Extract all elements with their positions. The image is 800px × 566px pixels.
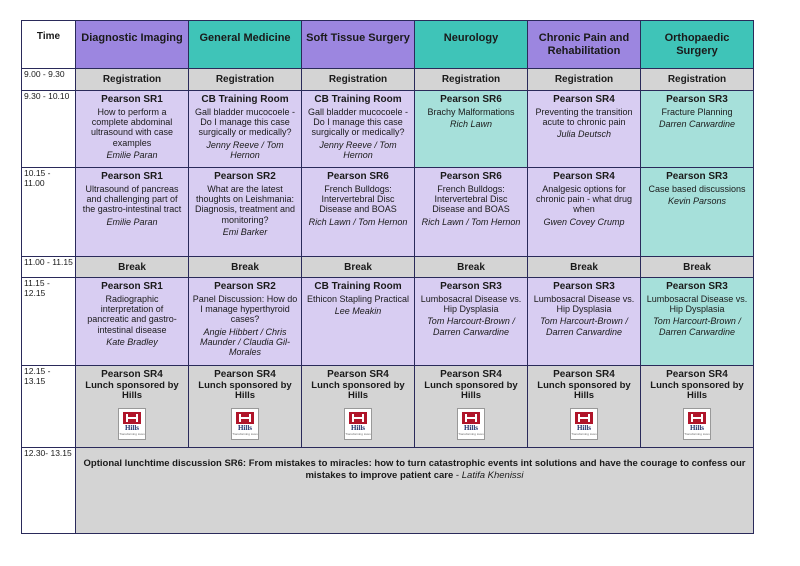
optional-discussion-topic: From mistakes to miracles: how to turn catastrophic events int solutions and have the courage to confess our mistakes to improve patient care: [248, 458, 746, 482]
session-title: Panel Discussion: How do I manage hyperthyroid cases?: [192, 293, 298, 325]
room-label: CB Training Room: [201, 94, 289, 105]
speaker-name: Angie Hibbert / Chris Maunder / Claudia Gil-Morales: [199, 326, 291, 358]
sponsor-label: Lunch sponsored by Hills: [650, 379, 744, 402]
lunch-cell: [302, 366, 415, 448]
room-label: Pearson SR4: [327, 369, 389, 380]
track-header-orthopaedic-surgery: Orthopaedic Surgery: [641, 21, 754, 69]
session-title: What are the latest thoughts on Leishmania: Diagnosis, treatment and monitoring?: [194, 183, 296, 225]
session-title: French Bulldogs: Intervertebral Disc Disease and BOAS: [432, 183, 510, 215]
hills-logo-icon: Hills Transforming Lives: [118, 408, 146, 440]
speaker-name: Emilie Paran: [106, 149, 158, 160]
time-slot: 9.00 - 9.30: [22, 69, 76, 91]
speaker-name: Rich Lawn: [449, 118, 493, 129]
session-title: Preventing the transition acute to chronic pain: [535, 106, 633, 127]
registration-cell: Registration: [302, 69, 415, 91]
session-cell: [76, 278, 189, 366]
speaker-name: Darren Carwardine: [658, 118, 736, 129]
speaker-name: Rich Lawn / Tom Hernon: [308, 216, 408, 227]
room-label: Pearson SR3: [666, 94, 728, 105]
session-title: Ultrasound of pancreas and challenging part of the gastro-intestinal tract: [82, 183, 182, 215]
break-cell: Break: [415, 257, 528, 278]
speaker-name: Lee Meakin: [334, 305, 382, 316]
time-slot: 12.15 - 13.15: [22, 366, 76, 448]
session-title: Lumbosacral Disease vs. Hip Dysplasia: [420, 293, 522, 314]
room-label: Pearson SR3: [553, 281, 615, 292]
session-title: Radiographic interpretation of pancreatic and gastro-intestinal disease: [87, 293, 177, 335]
speaker-name: Kevin Parsons: [667, 195, 727, 206]
track-header-neurology: Neurology: [415, 21, 528, 69]
break-cell: Break: [76, 257, 189, 278]
registration-row: [22, 69, 754, 91]
break-cell: Break: [641, 257, 754, 278]
session-cell: [302, 278, 415, 366]
room-label: Pearson SR6: [440, 171, 502, 182]
track-header-soft-tissue-surgery: Soft Tissue Surgery: [302, 21, 415, 69]
lunch-cell: [528, 366, 641, 448]
room-label: Pearson SR3: [440, 281, 502, 292]
room-label: Pearson SR2: [214, 281, 276, 292]
room-label: Pearson SR4: [553, 369, 615, 380]
speaker-name: Julia Deutsch: [556, 129, 612, 140]
speaker-name: Latifa Khenissi: [461, 470, 524, 482]
session-title: Gall bladder mucocoele - Do I manage this case surgically or medically?: [194, 106, 296, 138]
track-header-diagnostic-imaging: Diagnostic Imaging: [76, 21, 189, 69]
speaker-name: Jenny Reeve / Tom Hernon: [206, 139, 284, 160]
session-row-3: [22, 278, 754, 366]
header-row: [22, 21, 754, 69]
time-slot: 9.30 - 10.10: [22, 91, 76, 168]
sponsor-label: Lunch sponsored by Hills: [198, 379, 292, 402]
registration-cell: Registration: [415, 69, 528, 91]
room-label: Pearson SR3: [666, 171, 728, 182]
registration-cell: Registration: [76, 69, 189, 91]
time-slot: 11.15 - 12.15: [22, 278, 76, 366]
session-title: Analgesic options for chronic pain - what drug when: [535, 183, 633, 215]
room-label: CB Training Room: [314, 94, 402, 105]
session-cell: [76, 91, 189, 168]
room-label: Pearson SR4: [553, 171, 615, 182]
room-label: Pearson SR6: [327, 171, 389, 182]
track-header-general-medicine: General Medicine: [189, 21, 302, 69]
session-title: How to perform a complete abdominal ultrasound with case examples: [90, 106, 174, 148]
lunch-cell: [641, 366, 754, 448]
sponsor-label: Lunch sponsored by Hills: [537, 379, 631, 402]
time-slot: 12.30- 13.15: [22, 448, 76, 534]
session-cell: [189, 168, 302, 257]
time-slot: 10.15 - 11.00: [22, 168, 76, 257]
session-cell: [189, 91, 302, 168]
room-label: Pearson SR3: [666, 281, 728, 292]
speaker-name: Kate Bradley: [106, 336, 158, 347]
session-title: French Bulldogs: Intervertebral Disc Disease and BOAS: [319, 183, 397, 215]
room-label: Pearson SR1: [101, 94, 163, 105]
schedule-table: [21, 20, 754, 534]
room-label: Pearson SR1: [101, 171, 163, 182]
registration-cell: Registration: [641, 69, 754, 91]
speaker-name: Tom Harcourt-Brown / Darren Carwardine: [540, 316, 628, 337]
separator: -: [453, 470, 462, 482]
session-cell: [302, 91, 415, 168]
optional-discussion-cell: [76, 448, 754, 534]
session-cell: [302, 168, 415, 257]
speaker-name: Tom Harcourt-Brown / Darren Carwardine: [427, 316, 515, 337]
session-cell: [528, 168, 641, 257]
sponsor-label: Lunch sponsored by Hills: [311, 379, 405, 402]
session-cell: [641, 91, 754, 168]
speaker-name: Emi Barker: [222, 226, 268, 237]
session-cell: [528, 278, 641, 366]
session-title: Gall bladder mucocoele - Do I manage this case surgically or medically?: [307, 106, 409, 138]
room-label: Pearson SR4: [214, 369, 276, 380]
session-cell: [415, 91, 528, 168]
session-title: Brachy Malformations: [427, 106, 515, 117]
sponsor-label: Lunch sponsored by Hills: [424, 379, 518, 402]
hills-logo-icon: Hills Transforming Lives: [570, 408, 598, 440]
speaker-name: Rich Lawn / Tom Hernon: [421, 216, 521, 227]
lunch-cell: [189, 366, 302, 448]
session-title: Fracture Planning: [661, 106, 733, 117]
session-title: Lumbosacral Disease vs. Hip Dysplasia: [533, 293, 635, 314]
session-title: Lumbosacral Disease vs. Hip Dysplasia: [646, 293, 748, 314]
room-label: Pearson SR4: [101, 369, 163, 380]
lunch-cell: [415, 366, 528, 448]
lunch-row: [22, 366, 754, 448]
room-label: Pearson SR6: [440, 94, 502, 105]
session-cell: [76, 168, 189, 257]
break-cell: Break: [189, 257, 302, 278]
lunch-cell: [76, 366, 189, 448]
room-label: CB Training Room: [314, 281, 402, 292]
session-cell: [641, 168, 754, 257]
hills-logo-icon: Hills Transforming Lives: [344, 408, 372, 440]
speaker-name: Gwen Covey Crump: [543, 216, 625, 227]
sponsor-label: Lunch sponsored by Hills: [85, 379, 179, 402]
break-cell: Break: [302, 257, 415, 278]
break-cell: Break: [528, 257, 641, 278]
speaker-name: Emilie Paran: [106, 216, 158, 227]
time-column-header: Time: [22, 21, 76, 69]
session-row-2: [22, 168, 754, 257]
hills-logo-icon: Hills Transforming Lives: [683, 408, 711, 440]
hills-logo-icon: Hills Transforming Lives: [231, 408, 259, 440]
optional-discussion-row: [22, 448, 754, 534]
room-label: Pearson SR4: [666, 369, 728, 380]
session-title: Case based discussions: [648, 183, 746, 194]
session-cell: [415, 278, 528, 366]
session-row-1: [22, 91, 754, 168]
track-header-chronic-pain: Chronic Pain and Rehabilitation: [528, 21, 641, 69]
session-title: Ethicon Stapling Practical: [306, 293, 410, 304]
registration-cell: Registration: [189, 69, 302, 91]
optional-discussion-label: Optional lunchtime discussion SR6:: [83, 458, 247, 469]
session-cell: [528, 91, 641, 168]
hills-logo-icon: Hills Transforming Lives: [457, 408, 485, 440]
time-slot: 11.00 - 11.15: [22, 257, 76, 278]
speaker-name: Tom Harcourt-Brown / Darren Carwardine: [653, 316, 741, 337]
session-cell: [415, 168, 528, 257]
room-label: Pearson SR2: [214, 171, 276, 182]
session-cell: [641, 278, 754, 366]
speaker-name: Jenny Reeve / Tom Hernon: [319, 139, 397, 160]
room-label: Pearson SR4: [440, 369, 502, 380]
room-label: Pearson SR4: [553, 94, 615, 105]
session-cell: [189, 278, 302, 366]
break-row: [22, 257, 754, 278]
registration-cell: Registration: [528, 69, 641, 91]
room-label: Pearson SR1: [101, 281, 163, 292]
